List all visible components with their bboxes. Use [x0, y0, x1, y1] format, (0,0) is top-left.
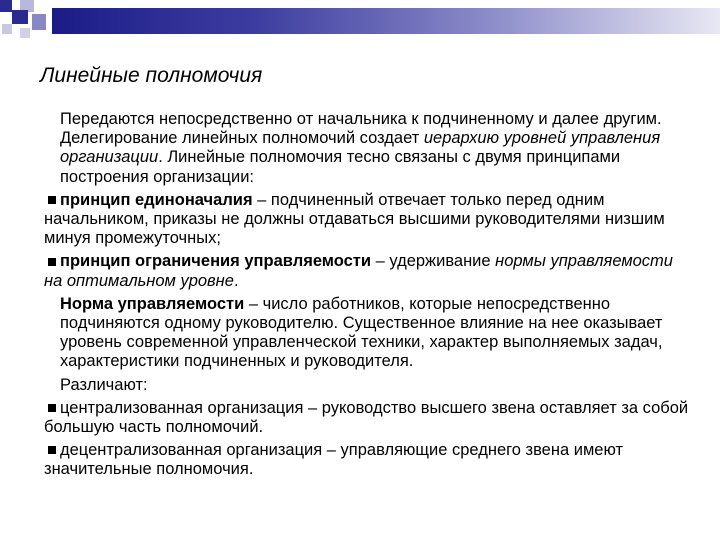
- paragraph-distinguish: Различают:: [60, 375, 148, 394]
- square-bullet-icon: [48, 446, 56, 454]
- decor-square: [32, 14, 46, 30]
- header-decoration: [0, 0, 720, 42]
- decor-square: [20, 28, 30, 38]
- decor-square: [2, 24, 12, 34]
- square-bullet-icon: [48, 196, 56, 204]
- bullet-item: принцип ограничения управляемости – удерживание нормы управляемости на оптимальном уровне.: [44, 252, 673, 290]
- slide-title: Линейные полномочия: [40, 64, 263, 87]
- slide-body: [44, 110, 694, 484]
- decor-square: [0, 0, 12, 12]
- square-bullet-icon: [48, 258, 56, 266]
- bullet-item: принцип единоначалия – подчиненный отвечает только перед одним начальником, приказы не должны отдаваться высшими руководителями низшим минуя промежуточных;: [44, 190, 665, 248]
- bullet-item: децентрализованная организация – управляющие среднего звена имеют значительные полномочия.: [44, 441, 624, 479]
- gradient-bar: [52, 8, 720, 34]
- square-bullet-icon: [48, 404, 56, 412]
- paragraph-intro: Передаются непосредственно от начальника к подчиненному и далее другим. Делегирование линейных полномочий создает иерархию уровней управления организации. Линейные полномочия тесно связаны с двумя принципами построения организации:: [60, 110, 662, 186]
- decor-square: [12, 10, 28, 24]
- bullet-item: централизованная организация – руководство высшего звена оставляет за собой большую часть полномочий.: [44, 398, 689, 437]
- paragraph-norm: Норма управляемости – число работников, которые непосредственно подчиняются одному руководителю. Существенное влияние на нее оказывает уровень современной управленческой техники, характер выполняемых задач, характеристики подчиненных и руководителя.: [60, 294, 663, 371]
